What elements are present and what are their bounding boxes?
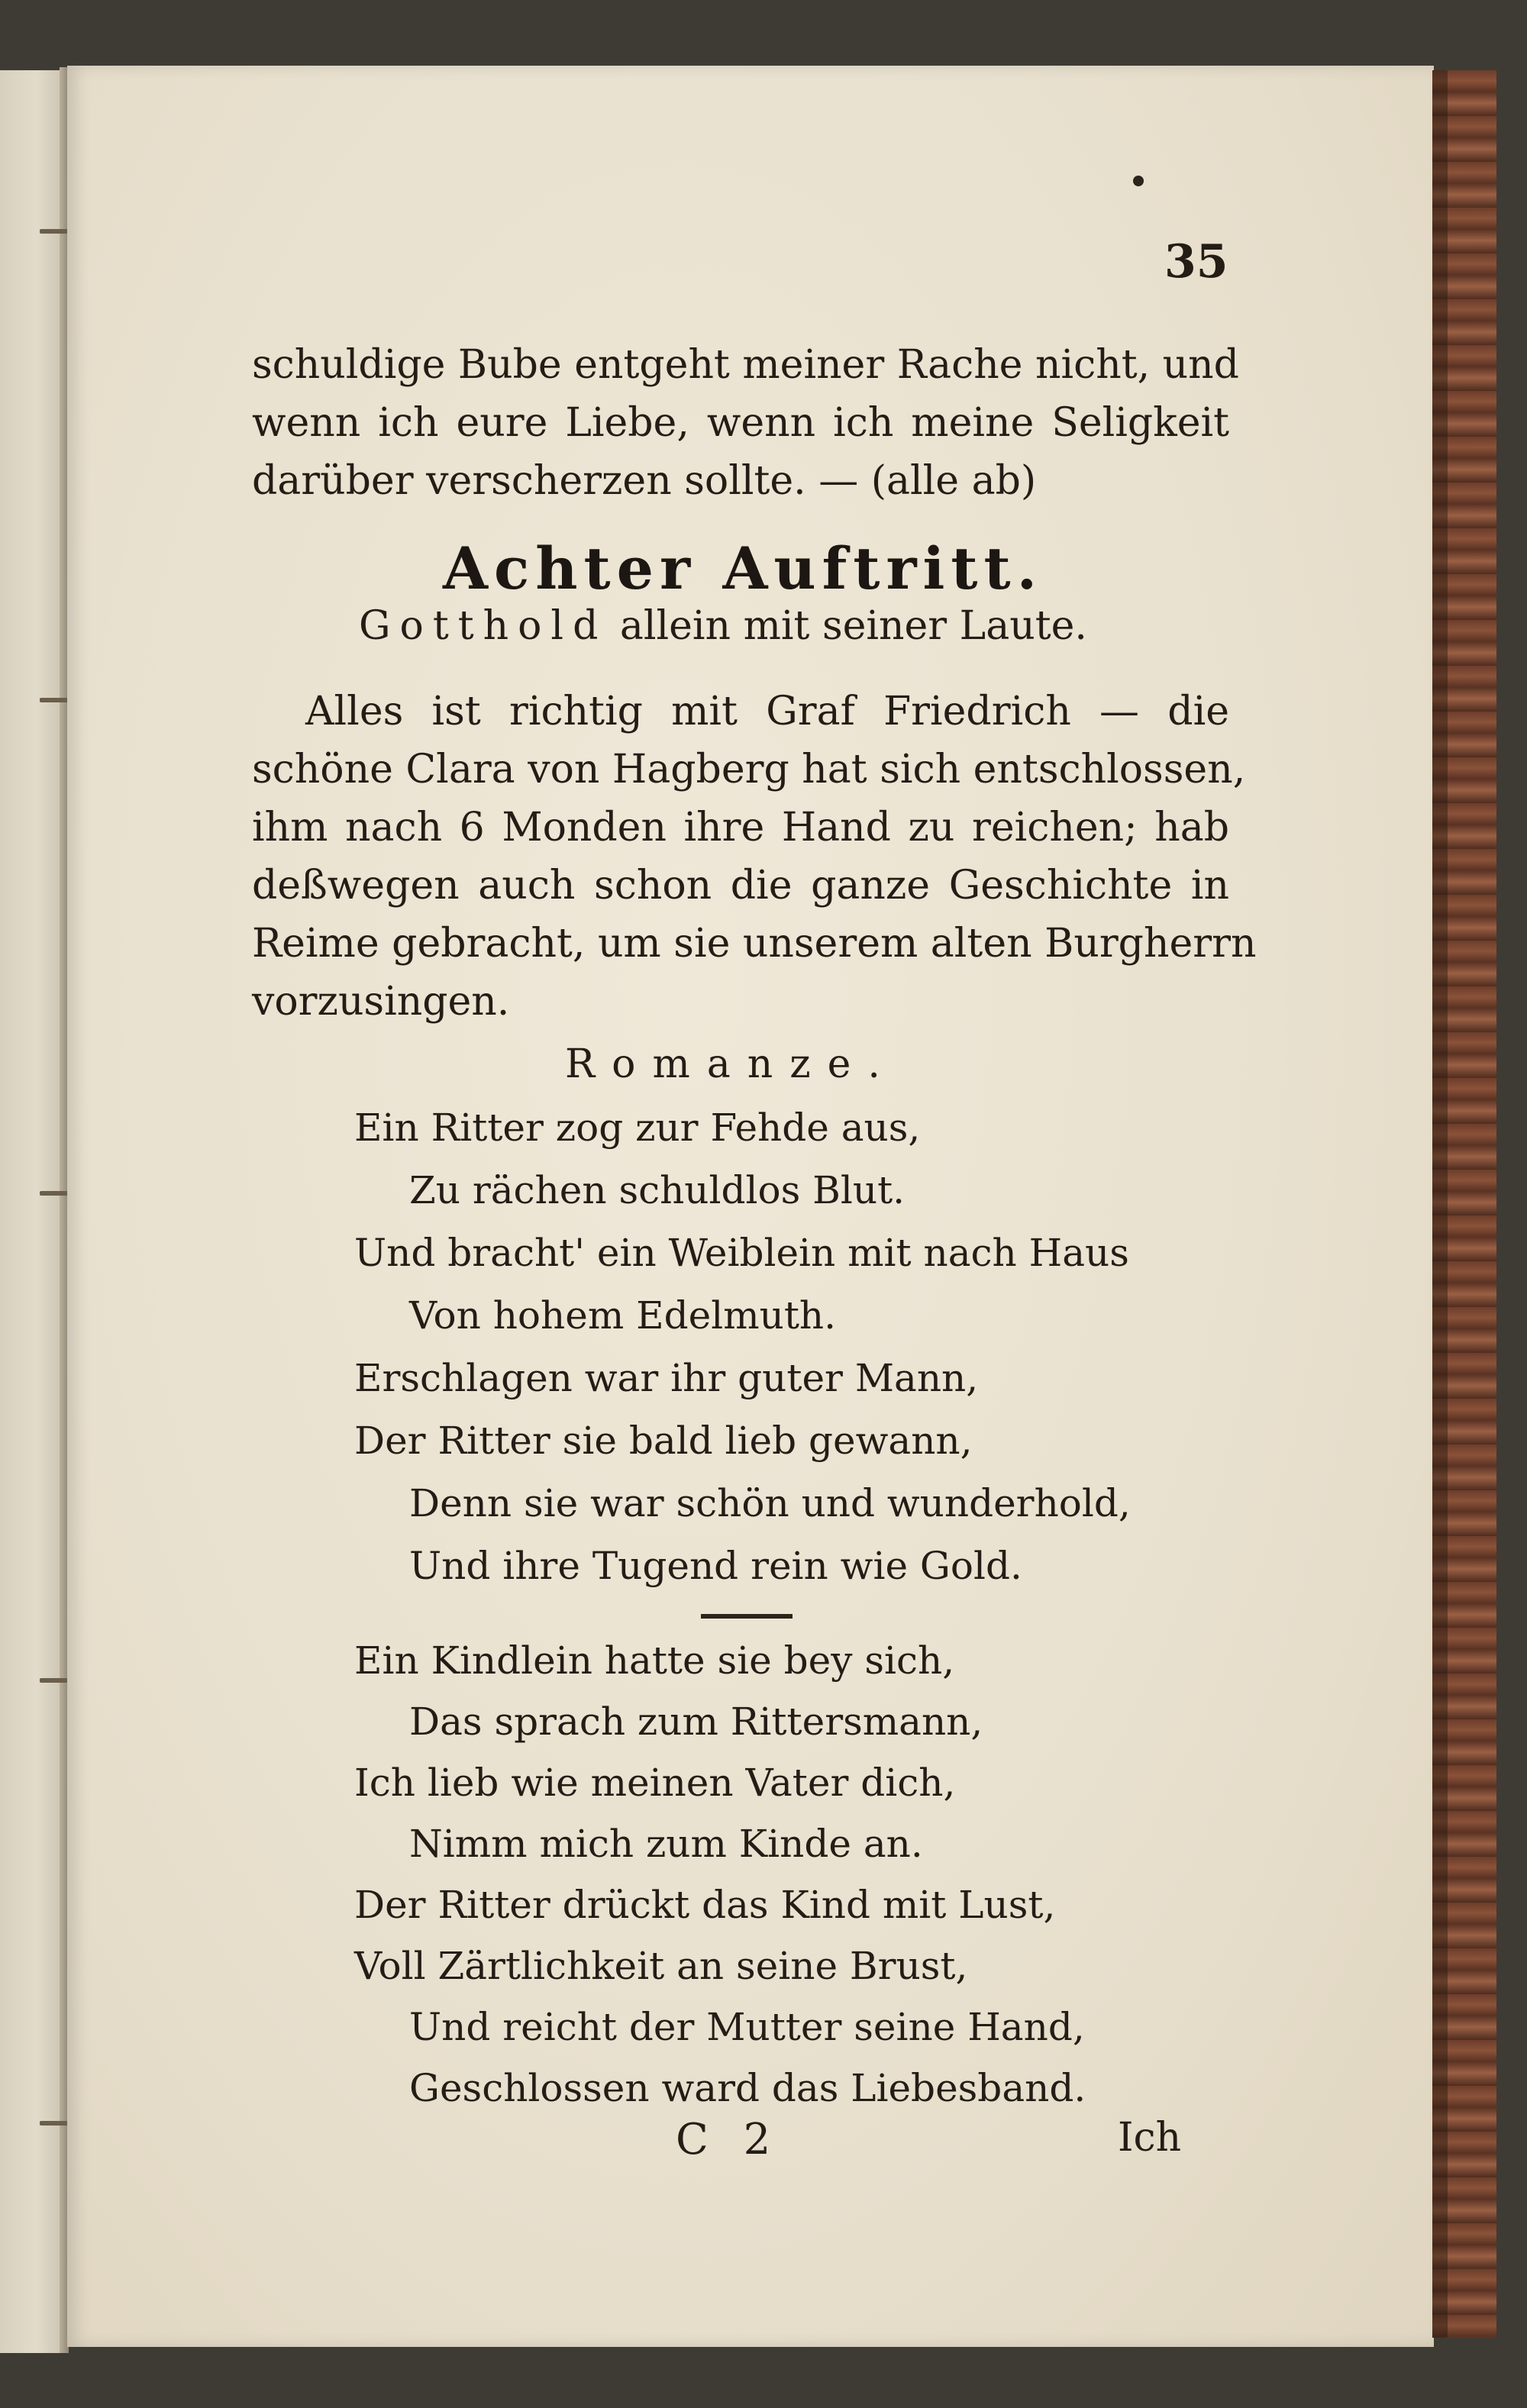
verse-line: Und reicht der Mutter seine Hand, bbox=[409, 2005, 1085, 2049]
verse-line: Von hohem Edelmuth. bbox=[409, 1293, 837, 1338]
prose-line: vorzusingen. bbox=[252, 979, 510, 1025]
prose-line: Alles ist richtig mit Graf Friedrich — die bbox=[305, 689, 1229, 734]
verse-line: Das sprach zum Rittersmann, bbox=[409, 1699, 983, 1744]
verse-line: Geschlossen ward das Liebesband. bbox=[409, 2066, 1086, 2110]
character-name: Gotthold bbox=[359, 603, 608, 649]
verse-line: Denn sie war schön und wunderhold, bbox=[409, 1481, 1131, 1525]
opening-line: wenn ich eure Liebe, wenn ich meine Seligkeit bbox=[252, 400, 1229, 446]
page-edge-shadow bbox=[1432, 70, 1448, 2338]
prose-line: ihm nach 6 Monden ihre Hand zu reichen; hab bbox=[252, 805, 1229, 851]
verse-line: Ein Kindlein hatte sie bey sich, bbox=[354, 1638, 955, 1683]
signature-mark: C 2 bbox=[676, 2115, 782, 2164]
verse-line: Und bracht' ein Weiblein mit nach Haus bbox=[354, 1231, 1129, 1275]
poem-title: Romanze. bbox=[565, 1041, 897, 1087]
verse-line: Erschlagen war ihr guter Mann, bbox=[354, 1356, 979, 1400]
verse-line: Nimm mich zum Kinde an. bbox=[409, 1822, 923, 1866]
verse-line: Zu rächen schuldlos Blut. bbox=[409, 1168, 906, 1212]
verse-line: Ich lieb wie meinen Vater dich, bbox=[354, 1761, 956, 1805]
scene-subheading bbox=[359, 603, 1087, 649]
prose-line: deßwegen auch schon die ganze Geschichte in bbox=[252, 863, 1229, 909]
prose-line: schöne Clara von Hagberg hat sich entschlossen, bbox=[252, 747, 1246, 792]
verse-line: Der Ritter drückt das Kind mit Lust, bbox=[354, 1883, 1056, 1927]
verse-line: Voll Zärtlichkeit an seine Brust, bbox=[354, 1944, 968, 1988]
verse-line: Und ihre Tugend rein wie Gold. bbox=[409, 1544, 1022, 1588]
left-page-edge bbox=[0, 70, 61, 2353]
stanza-divider bbox=[701, 1614, 793, 1619]
scene-heading: Achter Auftritt. bbox=[443, 534, 1044, 602]
page-number: 35 bbox=[1164, 235, 1228, 289]
verse-line: Ein Ritter zog zur Fehde aus, bbox=[354, 1106, 921, 1150]
catchword: Ich bbox=[1118, 2115, 1182, 2161]
opening-line: schuldige Bube entgeht meiner Rache nicht, und bbox=[252, 342, 1239, 388]
verse-line: Der Ritter sie bald lieb gewann, bbox=[354, 1419, 973, 1463]
ink-dot bbox=[1133, 176, 1144, 186]
stage-direction: allein mit seiner Laute. bbox=[607, 603, 1087, 649]
prose-line: Reime gebracht, um sie unserem alten Burgherrn bbox=[252, 921, 1257, 967]
opening-line: darüber verscherzen sollte. — (alle ab) bbox=[252, 458, 1037, 504]
